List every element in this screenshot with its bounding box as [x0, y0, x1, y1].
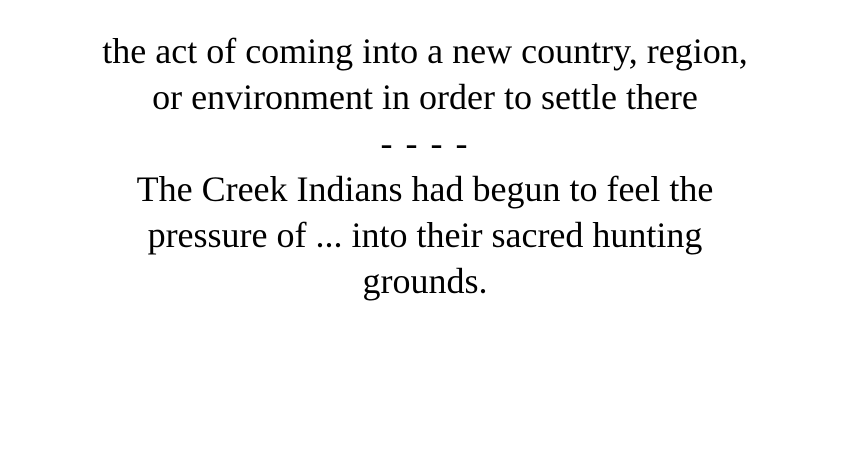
example-line: The Creek Indians had begun to feel the	[136, 169, 714, 209]
example-sentence	[85, 166, 765, 304]
separator: - - - -	[380, 123, 470, 163]
definition-text	[45, 28, 805, 120]
example-line: pressure of ... into their sacred hunting	[147, 215, 703, 255]
definition-line: the act of coming into a new country, region,	[102, 31, 748, 71]
definition-line: or environment in order to settle there	[152, 77, 698, 117]
example-line: grounds.	[362, 261, 488, 301]
